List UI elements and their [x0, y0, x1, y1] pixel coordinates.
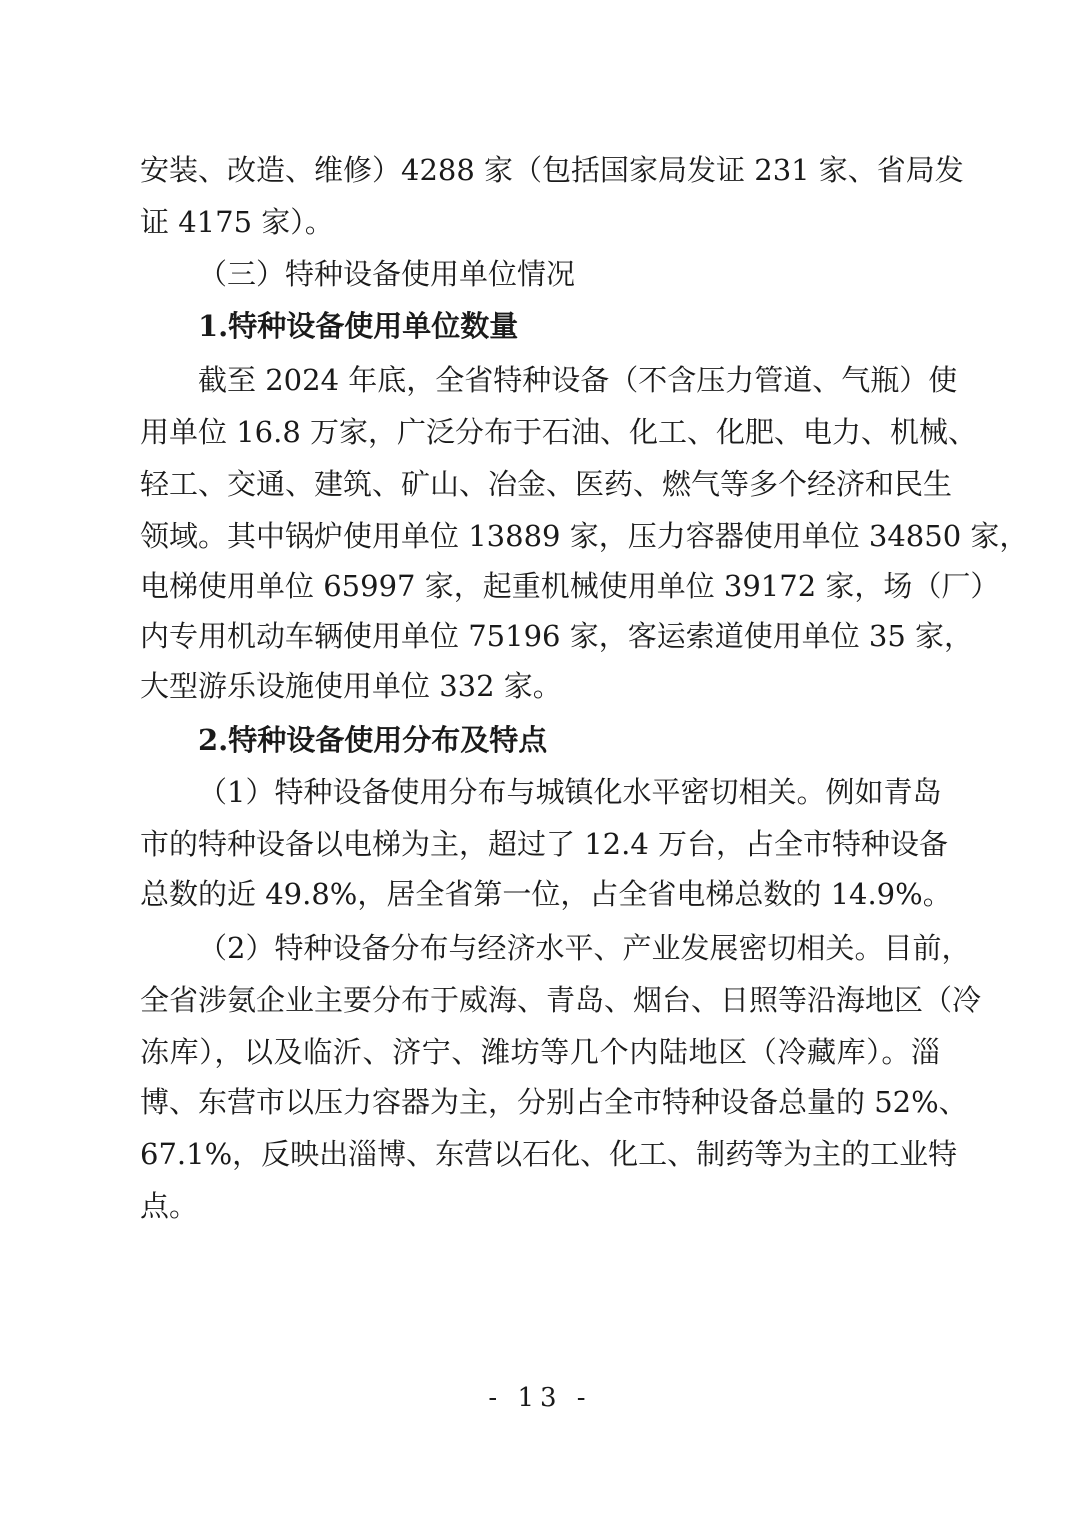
- paragraph-line: 电梯使用单位 65997 家，起重机械使用单位 39172 家，场（厂）: [140, 569, 1000, 603]
- paragraph-line: 总数的近 49.8%，居全省第一位，占全省电梯总数的 14.9%。: [140, 877, 952, 911]
- paragraph-line: 67.1%，反映出淄博、东营以石化、化工、制药等为主的工业特: [140, 1137, 958, 1171]
- paragraph-line: 冻库），以及临沂、济宁、潍坊等几个内陆地区（冷藏库）。淄: [140, 1035, 940, 1069]
- paragraph-line: 领域。其中锅炉使用单位 13889 家，压力容器使用单位 34850 家，: [140, 519, 1029, 553]
- paragraph-line: 大型游乐设施使用单位 332 家。: [140, 669, 562, 703]
- paragraph-line: 截至 2024 年底，全省特种设备（不含压力管道、气瓶）使: [198, 363, 958, 397]
- section-heading: （三）特种设备使用单位情况: [198, 257, 576, 291]
- paragraph-line: 用单位 16.8 万家，广泛分布于石油、化工、化肥、电力、机械、: [140, 415, 978, 449]
- paragraph-line: 点。: [140, 1189, 199, 1223]
- paragraph-line: （2）特种设备分布与经济水平、产业发展密切相关。目前，: [198, 931, 971, 965]
- paragraph-line: 证 4175 家）。: [140, 205, 334, 239]
- paragraph-line: 轻工、交通、建筑、矿山、冶金、医药、燃气等多个经济和民生: [140, 467, 953, 501]
- subsection-heading: 2.特种设备使用分布及特点: [198, 723, 548, 757]
- paragraph-line: （1）特种设备使用分布与城镇化水平密切相关。例如青岛: [198, 775, 942, 809]
- subsection-heading: 1.特种设备使用单位数量: [198, 309, 519, 343]
- paragraph-line: 安装、改造、维修）4288 家（包括国家局发证 231 家、省局发: [140, 153, 964, 187]
- paragraph-line: 市的特种设备以电梯为主，超过了 12.4 万台，占全市特种设备: [140, 827, 949, 861]
- paragraph-line: 博、东营市以压力容器为主，分别占全市特种设备总量的 52%、: [140, 1085, 968, 1119]
- paragraph-line: 内专用机动车辆使用单位 75196 家，客运索道使用单位 35 家，: [140, 619, 974, 653]
- paragraph-line: 全省涉氨企业主要分布于威海、青岛、烟台、日照等沿海地区（冷: [140, 983, 982, 1017]
- page-number: - 13 -: [488, 1383, 592, 1413]
